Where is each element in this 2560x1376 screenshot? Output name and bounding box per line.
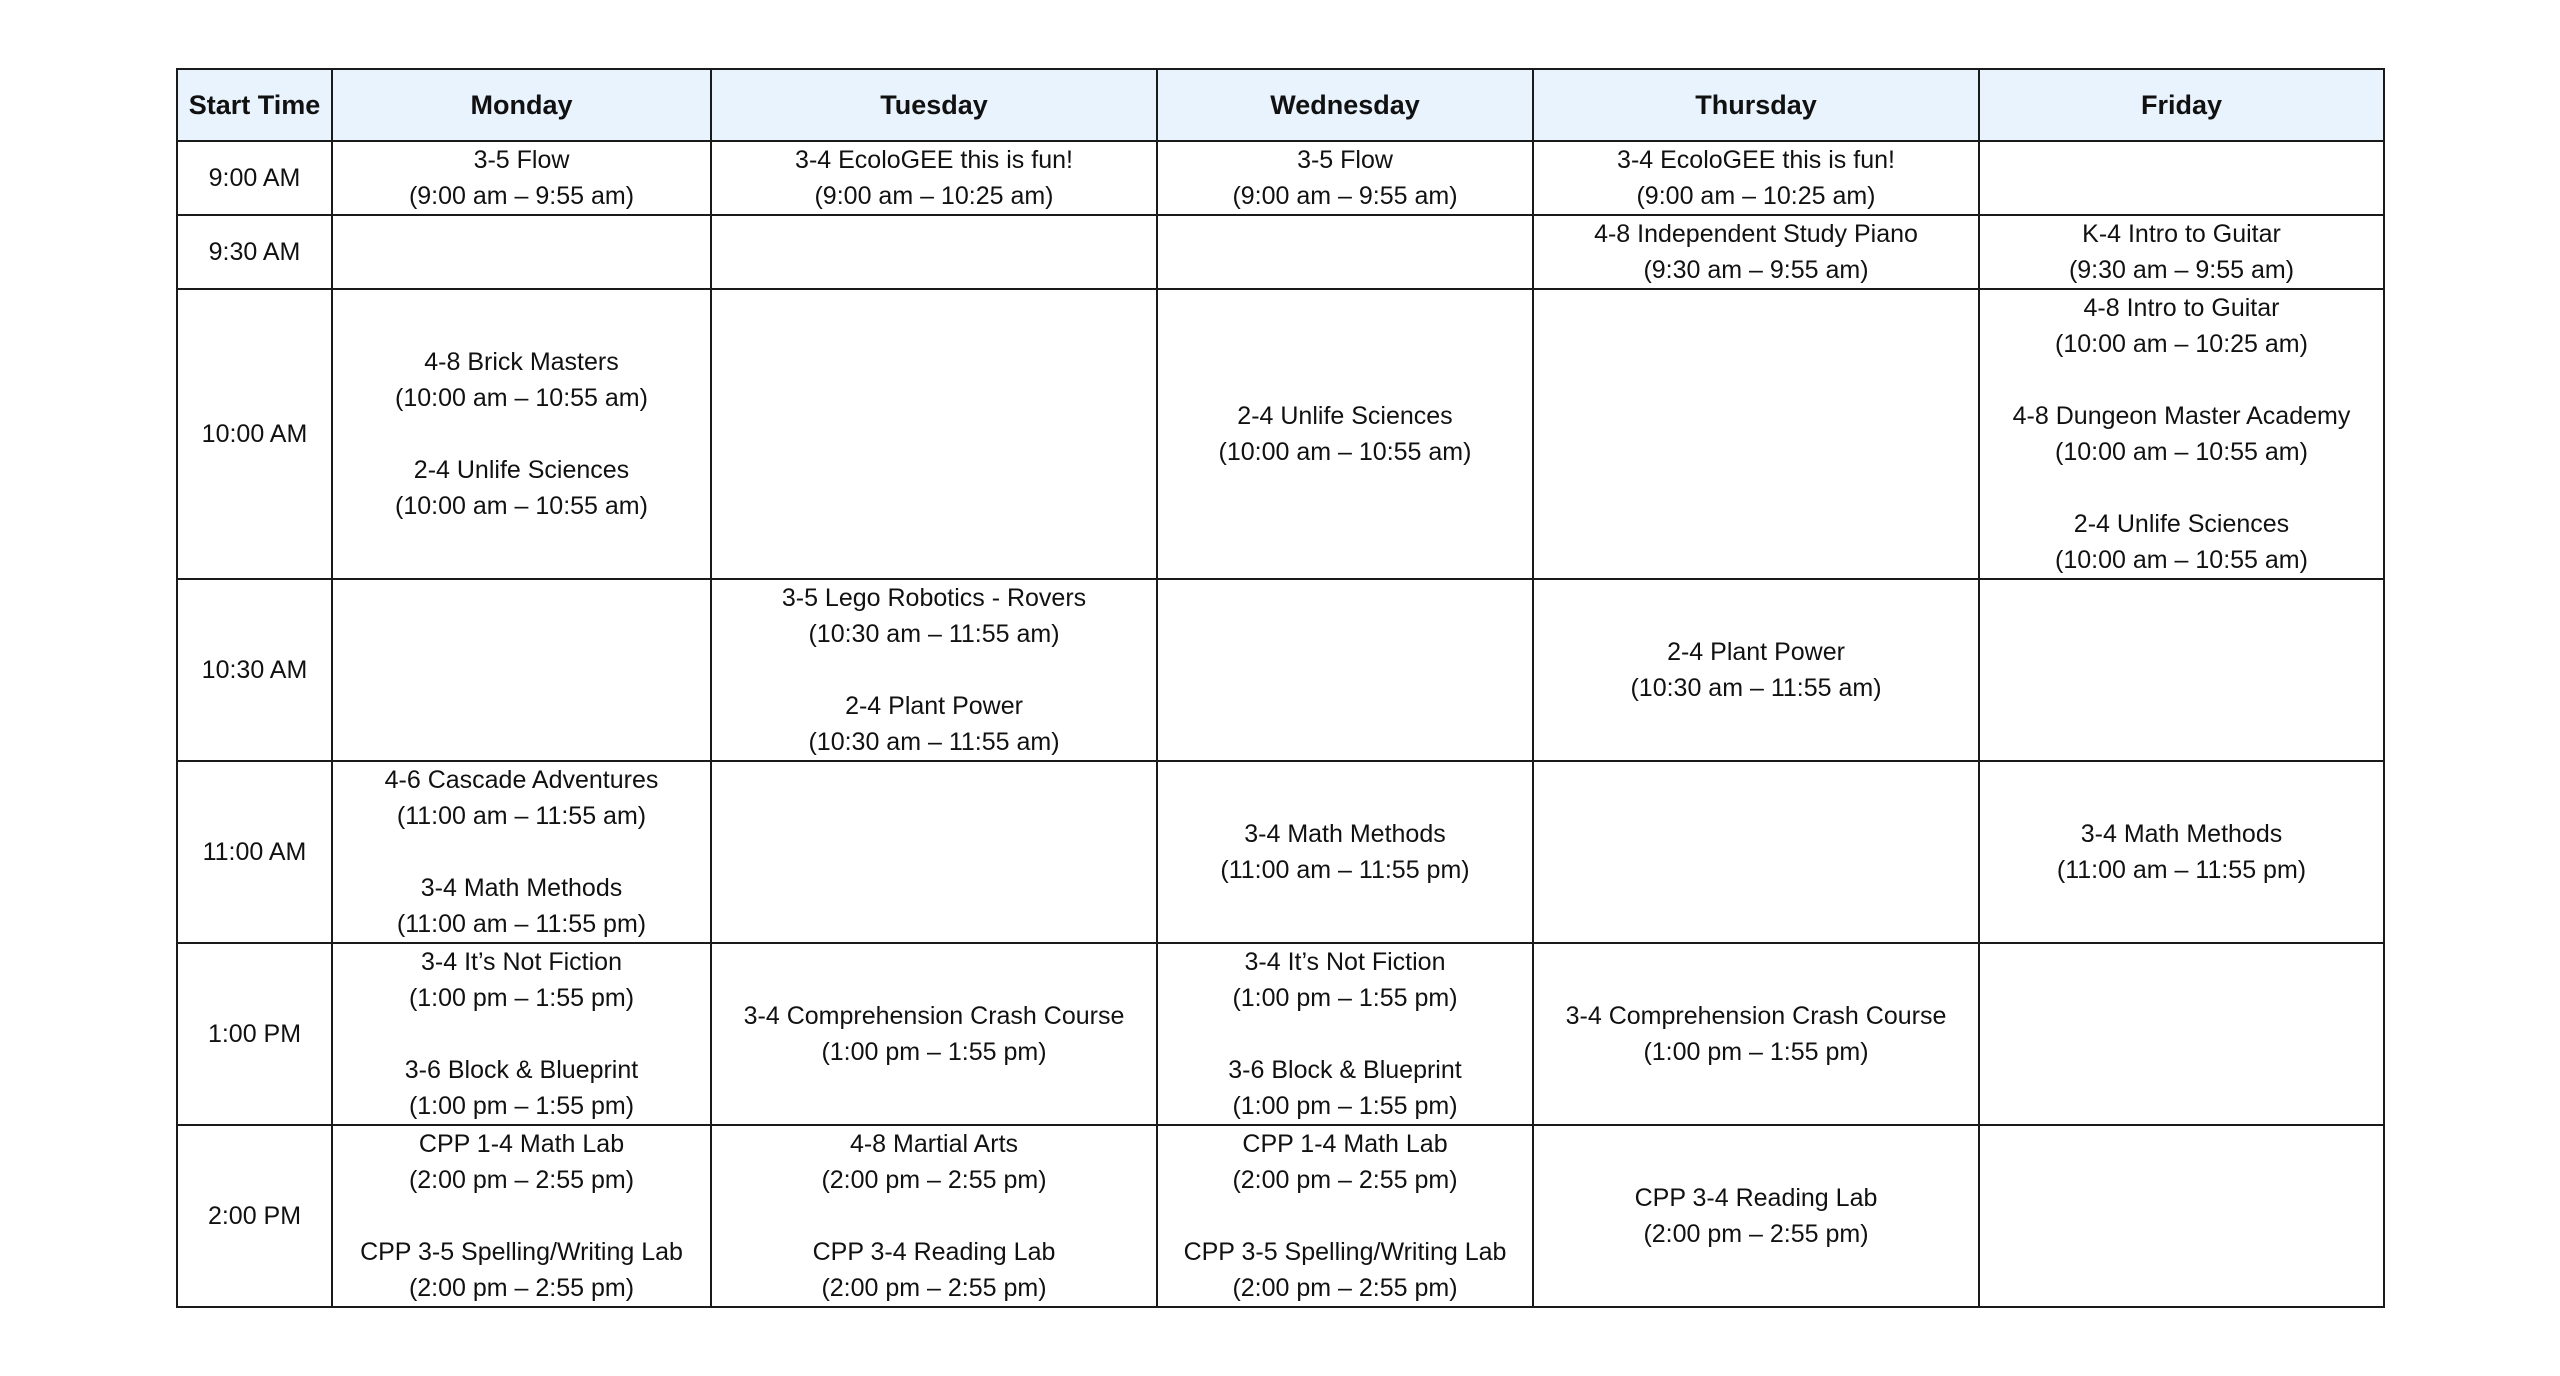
class-title: 3-4 EcoloGEE this is fun! [1617,146,1895,174]
class-entry [1540,142,1972,214]
schedule-cell-friday [1979,579,2384,761]
schedule-cell-tuesday [711,1125,1157,1307]
schedule-table [176,68,2385,1308]
class-title: 4-8 Independent Study Piano [1594,220,1918,248]
class-title: 2-4 Unlife Sciences [1237,402,1453,430]
class-entry [1540,998,1972,1070]
class-time-range: (10:00 am – 10:25 am) [2055,330,2308,358]
class-entry [1986,398,2377,470]
schedule-cell-thursday [1533,141,1979,215]
class-time-range: (2:00 pm – 2:55 pm) [408,1274,635,1302]
schedule-cell-friday [1979,141,2384,215]
class-entry [339,1052,704,1124]
class-time-range: (11:00 am – 11:55 pm) [2056,856,2307,884]
class-entry [1164,1052,1526,1124]
schedule-body [177,141,2384,1307]
class-title: 4-8 Dungeon Master Academy [2012,402,2351,430]
class-time-range: (11:00 am – 11:55 pm) [1220,856,1470,884]
header-friday: Friday [1979,69,2384,141]
schedule-cell-monday [332,579,711,761]
header-start-time: Start Time [177,69,332,141]
class-entry [339,142,704,214]
class-time-range: (1:00 pm – 1:55 pm) [408,984,635,1012]
class-time-range: (2:00 pm – 2:55 pm) [1232,1166,1458,1194]
class-time-range: (10:00 am – 10:55 am) [395,492,648,520]
schedule-cell-tuesday [711,141,1157,215]
class-entry [1164,398,1526,470]
class-title: CPP 3-5 Spelling/Writing Lab [1183,1238,1507,1266]
class-time-range: (1:00 pm – 1:55 pm) [408,1092,635,1120]
schedule-row [177,579,2384,761]
schedule-cell-tuesday [711,579,1157,761]
class-entry [718,998,1150,1070]
class-time-range: (9:30 am – 9:55 am) [2068,256,2295,284]
class-title: 3-5 Flow [473,146,570,174]
schedule-cell-wednesday [1157,943,1533,1125]
schedule-cell-tuesday [711,215,1157,289]
class-title: 2-4 Unlife Sciences [2073,510,2290,538]
class-time-range: (10:30 am – 11:55 am) [808,728,1060,756]
class-time-range: (1:00 pm – 1:55 pm) [1232,984,1458,1012]
schedule-cell-wednesday [1157,1125,1533,1307]
class-entry [339,762,704,834]
class-time-range: (10:30 am – 11:55 am) [808,620,1060,648]
class-time-range: (9:00 am – 9:55 am) [1232,182,1458,210]
schedule-cell-thursday [1533,1125,1979,1307]
schedule-cell-wednesday [1157,579,1533,761]
class-title: 4-8 Intro to Guitar [2083,294,2280,322]
schedule-cell-thursday [1533,289,1979,579]
class-title: 3-6 Block & Blueprint [404,1056,639,1084]
schedule-row [177,943,2384,1125]
schedule-cell-monday [332,141,711,215]
schedule-cell-thursday [1533,215,1979,289]
class-time-range: (11:00 am – 11:55 am) [396,802,647,830]
class-entry [718,1126,1150,1198]
class-time-range: (10:00 am – 10:55 am) [395,384,648,412]
class-title: 3-6 Block & Blueprint [1228,1056,1462,1084]
schedule-row [177,1125,2384,1307]
class-title: 2-4 Unlife Sciences [413,456,630,484]
schedule-cell-monday [332,215,711,289]
class-time-range: (9:00 am – 10:25 am) [1636,182,1876,210]
class-time-range: (2:00 pm – 2:55 pm) [1232,1274,1458,1302]
class-entry [1986,216,2377,288]
schedule-cell-monday [332,1125,711,1307]
class-time-range: (2:00 pm – 2:55 pm) [821,1166,1047,1194]
class-entry [1164,142,1526,214]
class-entry [1164,1234,1526,1306]
schedule-cell-friday [1979,761,2384,943]
class-title: CPP 3-4 Reading Lab [812,1238,1056,1266]
class-entry [1164,1126,1526,1198]
schedule-cell-wednesday [1157,141,1533,215]
class-title: 4-6 Cascade Adventures [384,766,659,794]
schedule-row [177,289,2384,579]
start-time-cell: 9:00 AM [177,141,332,215]
class-title: 3-4 Math Methods [2080,820,2283,848]
class-title: K-4 Intro to Guitar [2082,220,2281,248]
start-time-cell: 9:30 AM [177,215,332,289]
class-entry [339,944,704,1016]
schedule-cell-wednesday [1157,761,1533,943]
class-entry [718,142,1150,214]
class-title: 4-8 Martial Arts [849,1130,1019,1158]
class-time-range: (2:00 pm – 2:55 pm) [1643,1220,1869,1248]
class-title: 3-4 EcoloGEE this is fun! [795,146,1073,174]
schedule-cell-wednesday [1157,289,1533,579]
class-title: CPP 3-5 Spelling/Writing Lab [360,1238,683,1266]
class-title: CPP 1-4 Math Lab [418,1130,625,1158]
class-entry [1164,944,1526,1016]
schedule-row [177,761,2384,943]
schedule-cell-tuesday [711,289,1157,579]
schedule-cell-thursday [1533,943,1979,1125]
start-time-cell: 11:00 AM [177,761,332,943]
schedule-cell-tuesday [711,943,1157,1125]
class-title: CPP 1-4 Math Lab [1242,1130,1448,1158]
schedule-cell-monday [332,289,711,579]
start-time-cell: 10:00 AM [177,289,332,579]
schedule-cell-friday [1979,1125,2384,1307]
class-title: 3-4 It’s Not Fiction [420,948,622,976]
class-entry [339,344,704,416]
class-entry [718,688,1150,760]
class-title: 3-5 Lego Robotics - Rovers [781,584,1087,612]
schedule-cell-wednesday [1157,215,1533,289]
class-title: 2-4 Plant Power [845,692,1023,720]
header-tuesday: Tuesday [711,69,1157,141]
header-thursday: Thursday [1533,69,1979,141]
class-title: 3-4 Comprehension Crash Course [743,1002,1125,1030]
schedule-row [177,215,2384,289]
class-title: 3-5 Flow [1297,146,1393,174]
class-title: 4-8 Brick Masters [424,348,619,376]
class-time-range: (1:00 pm – 1:55 pm) [821,1038,1047,1066]
class-entry [1540,1180,1972,1252]
class-time-range: (2:00 pm – 2:55 pm) [821,1274,1047,1302]
header-monday: Monday [332,69,711,141]
start-time-cell: 1:00 PM [177,943,332,1125]
class-entry [718,580,1150,652]
class-time-range: (10:00 am – 10:55 am) [2055,546,2308,574]
class-title: 3-4 It’s Not Fiction [1244,948,1446,976]
schedule-cell-tuesday [711,761,1157,943]
class-entry [1986,506,2377,578]
class-time-range: (10:30 am – 11:55 am) [1630,674,1882,702]
schedule-cell-friday [1979,943,2384,1125]
class-title: 2-4 Plant Power [1667,638,1845,666]
class-time-range: (1:00 pm – 1:55 pm) [1643,1038,1869,1066]
start-time-cell: 2:00 PM [177,1125,332,1307]
class-time-range: (10:00 am – 10:55 am) [2055,438,2308,466]
start-time-cell: 10:30 AM [177,579,332,761]
class-entry [339,452,704,524]
schedule-cell-monday [332,943,711,1125]
class-entry [718,1234,1150,1306]
schedule-row [177,141,2384,215]
class-time-range: (10:00 am – 10:55 am) [1218,438,1472,466]
class-entry [339,1234,704,1306]
header-wednesday: Wednesday [1157,69,1533,141]
schedule-cell-friday [1979,289,2384,579]
class-time-range: (11:00 am – 11:55 pm) [396,910,647,938]
schedule-cell-friday [1979,215,2384,289]
class-entry [339,870,704,942]
class-entry [1540,216,1972,288]
class-time-range: (1:00 pm – 1:55 pm) [1232,1092,1458,1120]
schedule-header [177,69,2384,141]
class-time-range: (9:00 am – 10:25 am) [814,182,1054,210]
class-title: 3-4 Math Methods [1244,820,1446,848]
class-time-range: (2:00 pm – 2:55 pm) [408,1166,635,1194]
class-entry [1986,816,2377,888]
class-title: CPP 3-4 Reading Lab [1634,1184,1878,1212]
schedule-cell-thursday [1533,761,1979,943]
class-entry [1986,290,2377,362]
header-row [177,69,2384,141]
schedule-cell-thursday [1533,579,1979,761]
class-entry [1164,816,1526,888]
class-entry [339,1126,704,1198]
class-time-range: (9:00 am – 9:55 am) [408,182,635,210]
schedule-cell-monday [332,761,711,943]
class-title: 3-4 Math Methods [420,874,623,902]
class-time-range: (9:30 am – 9:55 am) [1643,256,1869,284]
class-title: 3-4 Comprehension Crash Course [1565,1002,1947,1030]
class-entry [1540,634,1972,706]
